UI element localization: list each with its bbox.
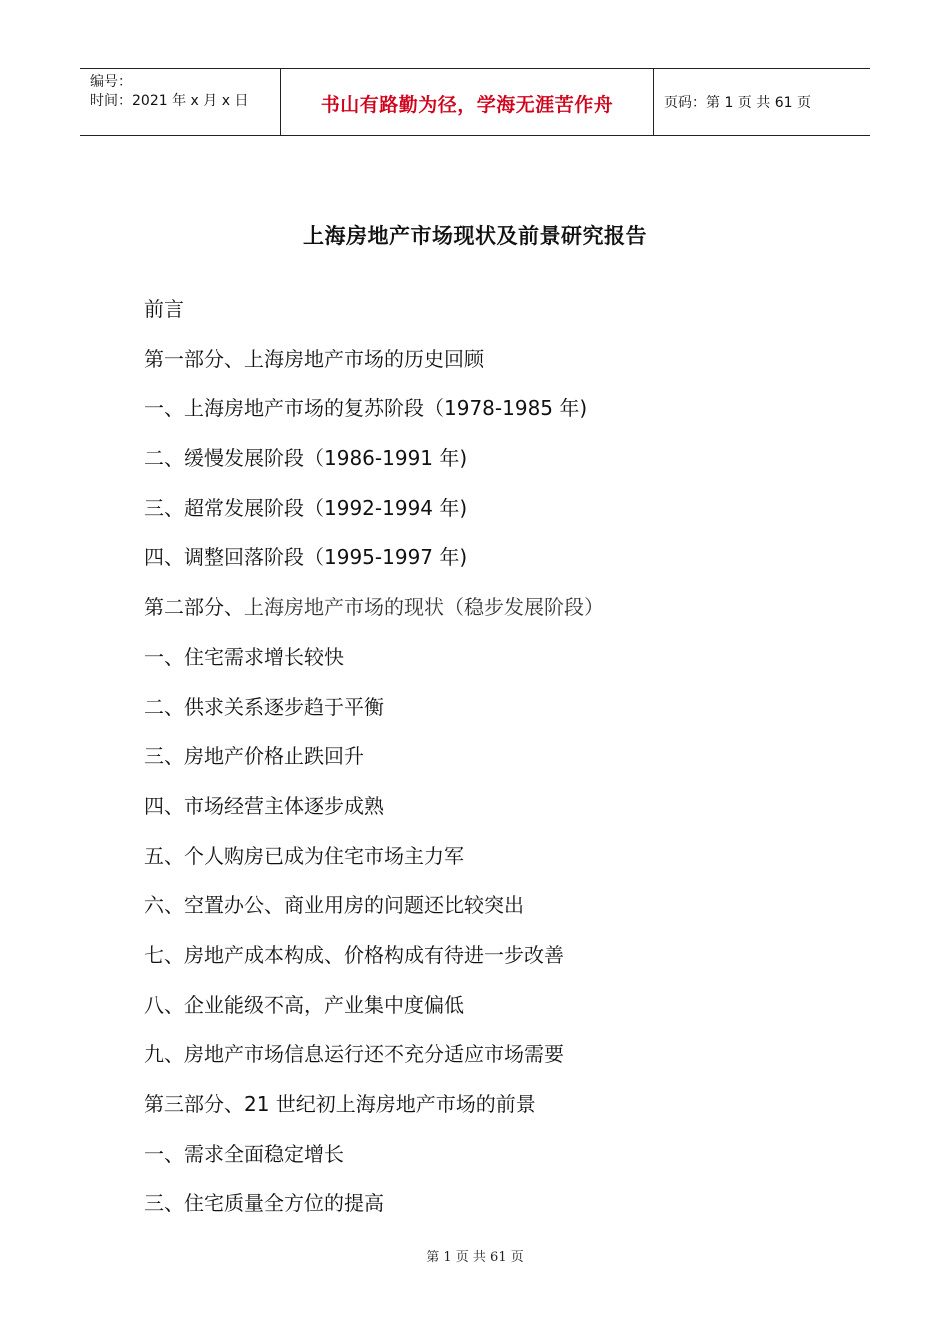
toc-item: 七、房地产成本构成、价格构成有待进一步改善 xyxy=(144,942,564,967)
toc-item: 四、调整回落阶段（1995-1997 年) xyxy=(144,545,468,570)
toc-item: 九、房地产市场信息运行还不充分适应市场需要 xyxy=(144,1042,564,1067)
time-label: 时间：2021 年 x 月 x 日 xyxy=(90,93,249,109)
toc-item: 第一部分、上海房地产市场的历史回顾 xyxy=(144,346,484,371)
toc-item: 六、空置办公、商业用房的问题还比较突出 xyxy=(144,893,524,918)
header-meta xyxy=(80,69,281,135)
toc-item: 三、房地产价格止跌回升 xyxy=(144,744,364,769)
toc-item: 前言 xyxy=(144,297,184,321)
toc-item: 一、上海房地产市场的复苏阶段（1978-1985 年) xyxy=(144,396,588,421)
toc-item: 三、住宅质量全方位的提高 xyxy=(144,1191,384,1216)
number-label: 编号： xyxy=(90,74,132,90)
toc-item-prefix: 第二部分、 xyxy=(144,595,244,620)
toc-item: 四、市场经营主体逐步成熟 xyxy=(144,793,384,818)
document-header xyxy=(80,68,870,136)
toc-item: 三、超常发展阶段（1992-1994 年) xyxy=(144,495,468,520)
motto-text: 书山有路勤为径，学海无涯苦作舟 xyxy=(320,93,614,116)
toc-item: 一、住宅需求增长较快 xyxy=(144,644,344,669)
toc-item: 一、需求全面稳定增长 xyxy=(144,1141,344,1166)
document-title: 上海房地产市场现状及前景研究报告 xyxy=(303,224,647,248)
table-of-contents xyxy=(144,293,604,1237)
toc-item: 五、个人购房已成为住宅市场主力军 xyxy=(144,843,464,868)
toc-item-rest: 上海房地产市场的现状（稳步发展阶段） xyxy=(244,595,604,620)
page-footer: 第 1 页 共 61 页 xyxy=(426,1250,524,1265)
toc-item: 八、企业能级不高，产业集中度偏低 xyxy=(144,992,464,1017)
toc-item xyxy=(144,591,604,641)
toc-item: 二、供求关系逐步趋于平衡 xyxy=(144,694,384,719)
toc-item: 二、缓慢发展阶段（1986-1991 年) xyxy=(144,446,468,471)
header-motto xyxy=(281,69,654,135)
toc-item: 第三部分、21 世纪初上海房地产市场的前景 xyxy=(144,1092,536,1116)
page-info-text: 页码：第 1 页 共 61 页 xyxy=(664,95,811,111)
header-page-info xyxy=(654,69,870,135)
